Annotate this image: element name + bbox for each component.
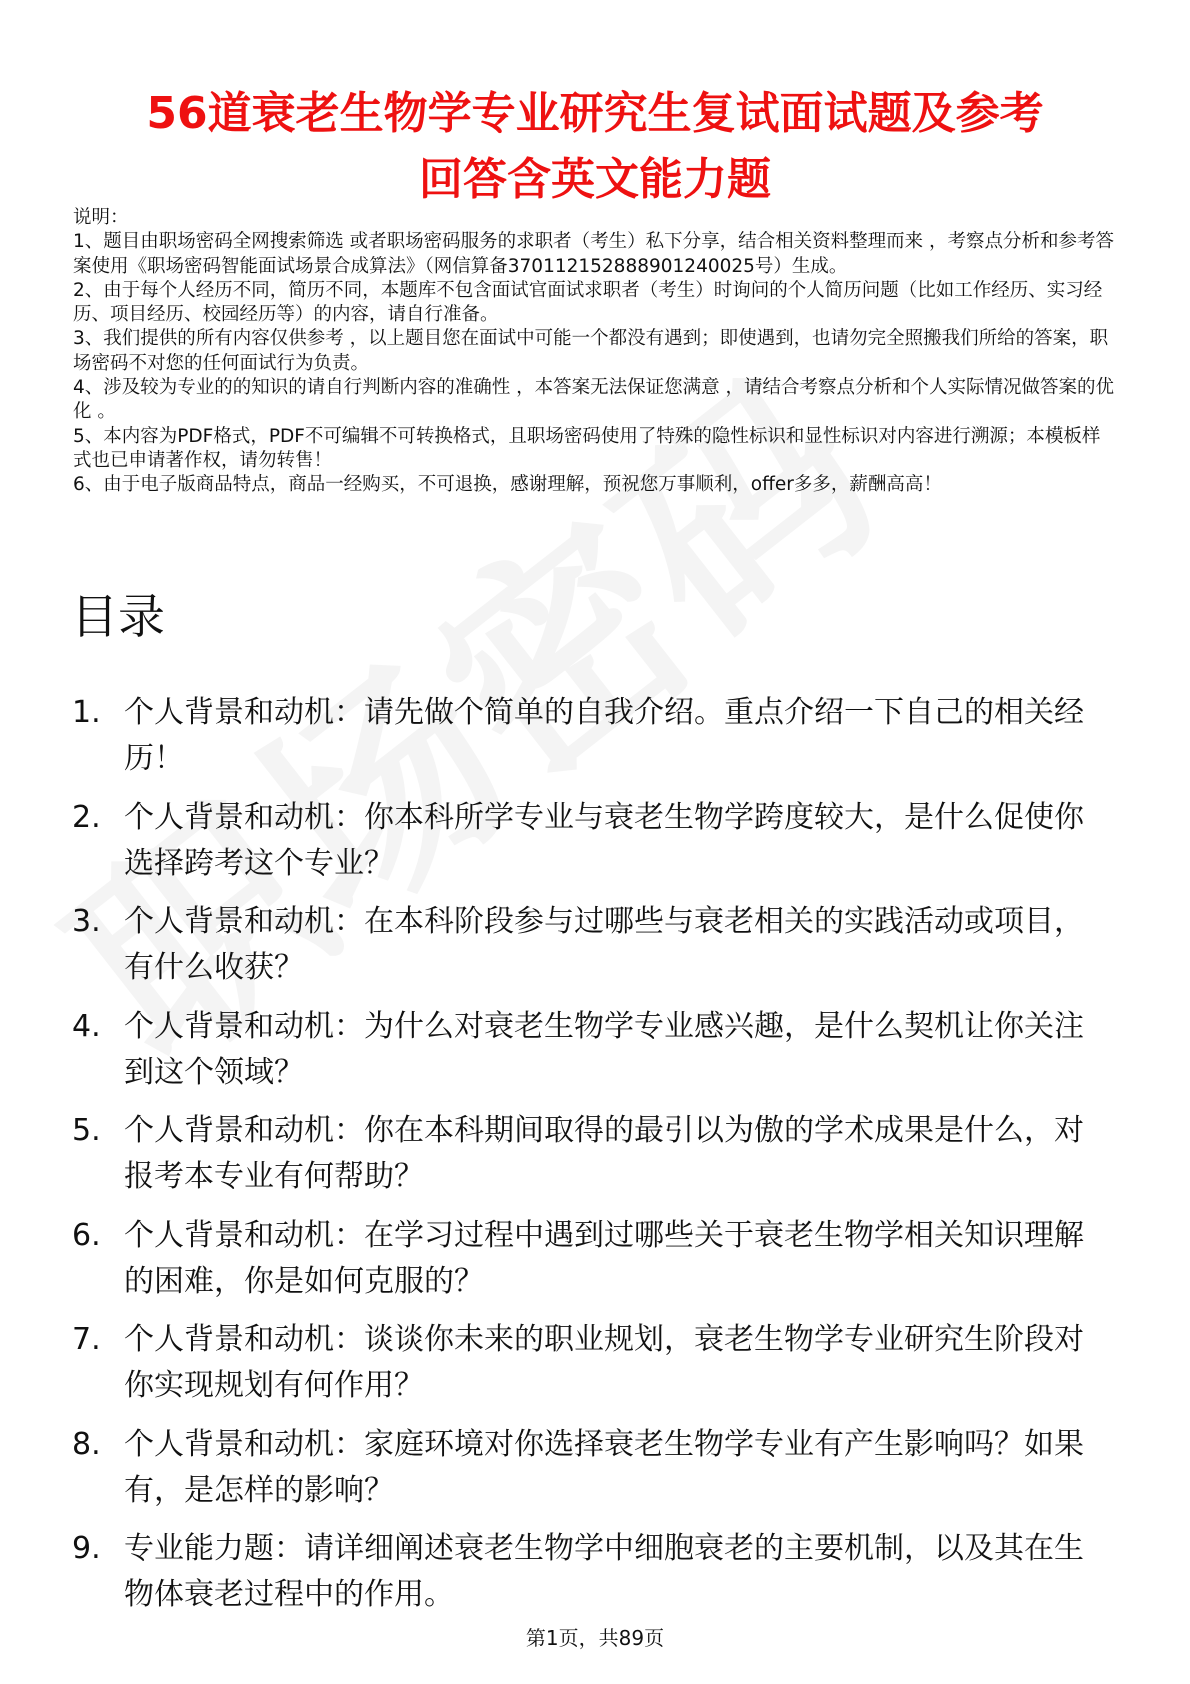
note-item-3: 3、我们提供的所有内容仅供参考 ，以上题目您在面试中可能一个都没有遇到；即使遇到，也请勿完全照搬我们所给的答案，职场密码不对您的任何面试行为负责。 [73, 328, 1109, 374]
toc-item-number: 5. [72, 1113, 101, 1148]
toc-item-number: 6. [72, 1217, 101, 1253]
toc-item[interactable] [0, 1422, 1190, 1527]
toc-item-text[interactable]: 专业能力题：请详细阐述衰老生物学中细胞衰老的主要机制，以及其在生物体衰老过程中的作用。 [124, 1531, 1084, 1612]
toc-item-number: 7. [72, 1322, 101, 1357]
toc-item-number: 8. [72, 1426, 101, 1462]
toc-item-text[interactable]: 个人背景和动机：在本科阶段参与过哪些与衰老相关的实践活动或项目，有什么收获？ [124, 904, 1084, 985]
toc-item-number: 1. [72, 695, 101, 730]
toc-item[interactable] [0, 1526, 1190, 1631]
toc-item-text[interactable]: 个人背景和动机：你在本科期间取得的最引以为傲的学术成果是什么，对报考本专业有何帮助？ [124, 1113, 1084, 1194]
title-line-1: 56道衰老生物学专业研究生复试面试题及参考 [146, 88, 1044, 140]
toc-item-text[interactable]: 个人背景和动机：家庭环境对你选择衰老生物学专业有产生影响吗？如果有，是怎样的影响？ [124, 1426, 1084, 1508]
document-title [60, 81, 1130, 213]
toc-item-text[interactable]: 个人背景和动机：在学习过程中遇到过哪些关于衰老生物学相关知识理解的困难，你是如何克服的？ [124, 1217, 1084, 1299]
toc-heading: 目录 [71, 590, 165, 645]
title-line-2: 回答含英文能力题 [419, 154, 771, 206]
page-footer: 第1页，共89页 [525, 1626, 665, 1650]
note-item-2: 2、由于每个人经历不同，简历不同，本题库不包含面试官面试求职者（考生）时询问的个人简历问题（比如工作经历、实习经历、项目经历、校园经历等）的内容，请自行准备。 [73, 279, 1103, 326]
toc-item-text[interactable]: 个人背景和动机：为什么对衰老生物学专业感兴趣，是什么契机让你关注到这个领域？ [124, 1008, 1084, 1090]
toc-item[interactable] [0, 1317, 1190, 1422]
toc-list [0, 690, 1190, 1631]
toc-item-text[interactable]: 个人背景和动机：请先做个简单的自我介绍。重点介绍一下自己的相关经历！ [124, 695, 1084, 776]
toc-item-text[interactable]: 个人背景和动机：谈谈你未来的职业规划，衰老生物学专业研究生阶段对你实现规划有何作用？ [124, 1322, 1084, 1403]
toc-item[interactable] [0, 1004, 1190, 1109]
toc-item[interactable] [0, 1108, 1190, 1213]
toc-item[interactable] [0, 690, 1190, 795]
note-item-6: 6、由于电子版商品特点，商品一经购买，不可退换，感谢理解，预祝您万事顺利，offer多多，薪酬高高！ [73, 474, 942, 496]
toc-item[interactable] [0, 899, 1190, 1004]
toc-item[interactable] [0, 795, 1190, 900]
note-item-1: 1、题目由职场密码全网搜索筛选 或者职场密码服务的求职者（考生）私下分享，结合相关资料整理而来 ，考察点分析和参考答案使用《职场密码智能面试场景合成算法》（网信算备370112152888901240025号）生成。 [73, 231, 1115, 277]
toc-item-number: 2. [72, 799, 101, 835]
toc-item-text[interactable]: 个人背景和动机：你本科所学专业与衰老生物学跨度较大，是什么促使你选择跨考这个专业？ [124, 799, 1084, 881]
toc-item-number: 3. [72, 904, 101, 939]
toc-item-number: 9. [72, 1531, 101, 1566]
notes-section [73, 206, 1118, 498]
note-item-4: 4、涉及较为专业的的知识的请自行判断内容的准确性 ，本答案无法保证您满意 ，请结合考察点分析和个人实际情况做答案的优化 。 [73, 377, 1115, 423]
toc-item[interactable] [0, 1213, 1190, 1318]
toc-item-number: 4. [72, 1008, 101, 1044]
notes-heading: 说明： [73, 207, 129, 228]
note-item-5: 5、本内容为PDF格式，PDF不可编辑不可转换格式，且职场密码使用了特殊的隐性标识和显性标识对内容进行溯源；本模板样式也已申请著作权，请勿转售！ [73, 425, 1101, 471]
